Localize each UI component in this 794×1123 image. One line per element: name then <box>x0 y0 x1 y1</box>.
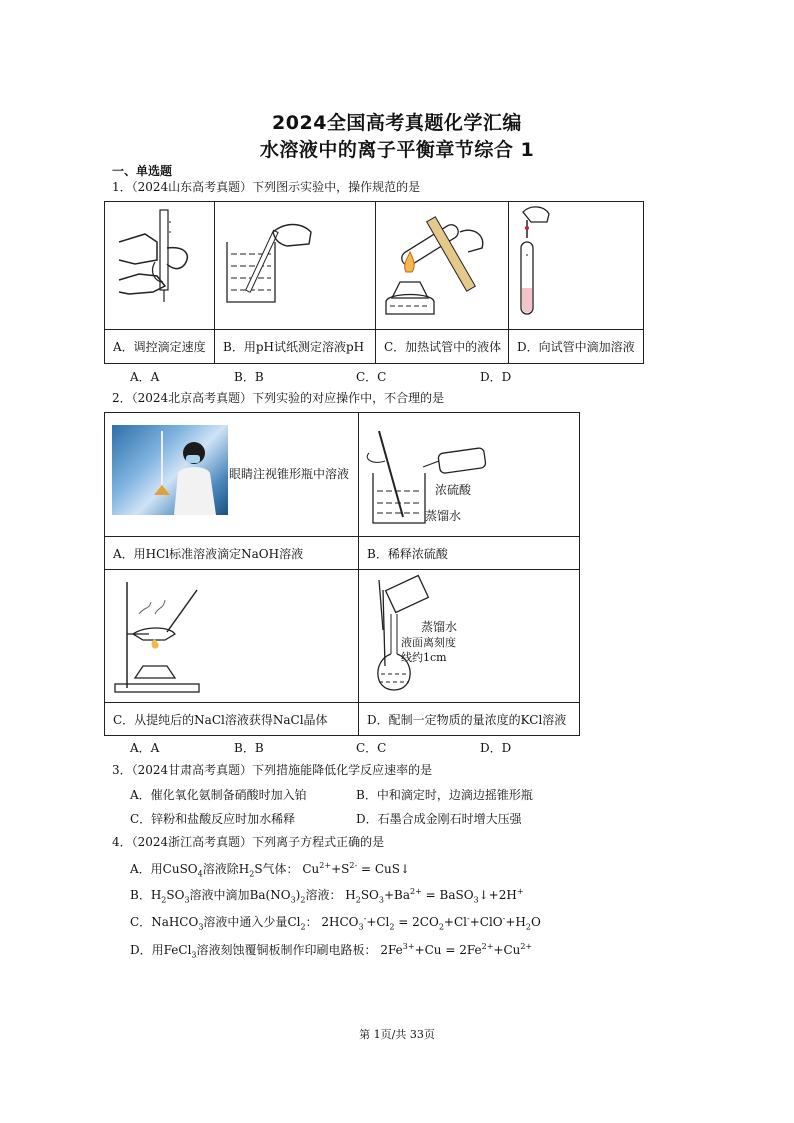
q4-a-pre: A．用 <box>130 862 163 876</box>
q4-stem: 4．（2024浙江高考真题）下列离子方程式正确的是 <box>112 835 385 849</box>
q2-table <box>104 412 580 736</box>
q1-figure-c <box>376 202 509 330</box>
q2-choice-d[interactable]: D．D <box>480 741 512 755</box>
q1-caption-c: C．加热试管中的液体 <box>376 330 509 364</box>
q4-b-post: 溶液： <box>305 888 342 902</box>
q1-choice-b[interactable]: B．B <box>234 370 264 384</box>
q3-option-a[interactable]: A．催化氧化氨制备硝酸时加入铂 <box>130 788 307 802</box>
q4-c-post: ： <box>305 915 318 929</box>
q4-d-pre: D．用 <box>130 943 164 957</box>
q2-choice-a[interactable]: A．A <box>130 741 160 755</box>
q1-caption-b: B．用pH试纸测定溶液pH <box>215 330 376 364</box>
section-heading: 一、单选题 <box>112 164 173 178</box>
q4-c-mid: 溶液中通入少量 <box>203 915 288 929</box>
q1-table <box>104 201 644 364</box>
title-line-2: 水溶液中的离子平衡章节综合 1 <box>259 139 535 161</box>
q4-b-pre: B． <box>130 888 151 902</box>
q2-caption-c: C．从提纯后的NaCl溶液获得NaCl晶体 <box>105 703 359 736</box>
q2-choice-c[interactable]: C．C <box>356 741 387 755</box>
q3-option-d[interactable]: D．石墨合成金刚石时增大压强 <box>356 812 522 826</box>
q1-figure-b <box>215 202 376 330</box>
q4-d-mid: 溶液刻蚀覆铜板制作印刷电路板： <box>196 943 377 957</box>
q1-caption-a: A．调控滴定速度 <box>105 330 215 364</box>
q4-option-b[interactable]: B．$H_2SO_3$溶液中滴加$Ba(NO_3)_2$溶液： $H_2SO_3+Ba^{2+}$ = BaSO$_3$↓+2H+ <box>130 887 524 905</box>
q4-a-mid: 溶液除 <box>202 862 239 876</box>
q4-b-mid: 溶液中滴加 <box>189 888 250 902</box>
q1-stem: 1．（2024山东高考真题）下列图示实验中，操作规范的是 <box>112 180 421 194</box>
label-d-line2: 线约1cm <box>401 651 447 664</box>
q4-c-pre: C． <box>130 915 152 929</box>
label-acid: 浓硫酸 <box>435 483 472 497</box>
q3-option-c[interactable]: C．锌粉和盐酸反应时加水稀释 <box>130 812 296 826</box>
q1-choice-d[interactable]: D．D <box>480 370 512 384</box>
photo-note: 眼睛注视锥形瓶中溶液 <box>229 467 350 481</box>
q2-caption-b: B．稀释浓硫酸 <box>359 537 580 570</box>
q2-stem: 2．（2024北京高考真题）下列实验的对应操作中，不合理的是 <box>112 391 445 405</box>
q3-stem: 3．（2024甘肃高考真题）下列措施能降低化学反应速率的是 <box>112 763 433 777</box>
q2-figure-d <box>359 570 580 703</box>
q2-caption-a: A．用HCl标准溶液滴定NaOH溶液 <box>105 537 359 570</box>
q4-option-c[interactable]: C．NaHCO$_3$溶液中通入少量$Cl_2$： $2HCO_3^-+Cl_2 = 2CO_2+Cl^-+ClO^-+H_2O$ <box>130 914 541 932</box>
label-d-line1: 液面离刻度 <box>401 636 456 649</box>
q3-option-b[interactable]: B．中和滴定时，边滴边摇锥形瓶 <box>356 788 533 802</box>
titration-photo <box>112 425 228 515</box>
q1-figure-a <box>105 202 215 330</box>
q2-figure-b <box>359 413 580 537</box>
label-d-water: 蒸馏水 <box>421 620 458 634</box>
label-water: 蒸馏水 <box>425 509 462 523</box>
title-line-1: 2024全国高考真题化学汇编 <box>272 112 522 134</box>
q1-figure-d <box>509 202 644 330</box>
q4-option-a[interactable]: A．用CuSO$_4$溶液除$H_2S$气体： $Cu^{2+}+S^{2-}$ = CuS↓ <box>130 861 411 879</box>
q1-choice-c[interactable]: C．C <box>356 370 387 384</box>
q4-option-d[interactable]: D．用FeCl$_3$溶液刻蚀覆铜板制作印刷电路板： $2Fe^{3+}+Cu = 2Fe^{2+}+Cu^{2+}$ <box>130 942 533 960</box>
q2-figure-c <box>105 570 359 703</box>
q2-caption-d: D．配制一定物质的量浓度的KCl溶液 <box>359 703 580 736</box>
q2-choice-b[interactable]: B．B <box>234 741 264 755</box>
page-footer: 第 1页/共 33页 <box>359 1028 435 1041</box>
q2-figure-a <box>105 413 359 537</box>
q1-caption-d: D．向试管中滴加溶液 <box>509 330 644 364</box>
q1-choice-a[interactable]: A．A <box>130 370 160 384</box>
q4-a-gas: 气体： <box>262 862 299 876</box>
